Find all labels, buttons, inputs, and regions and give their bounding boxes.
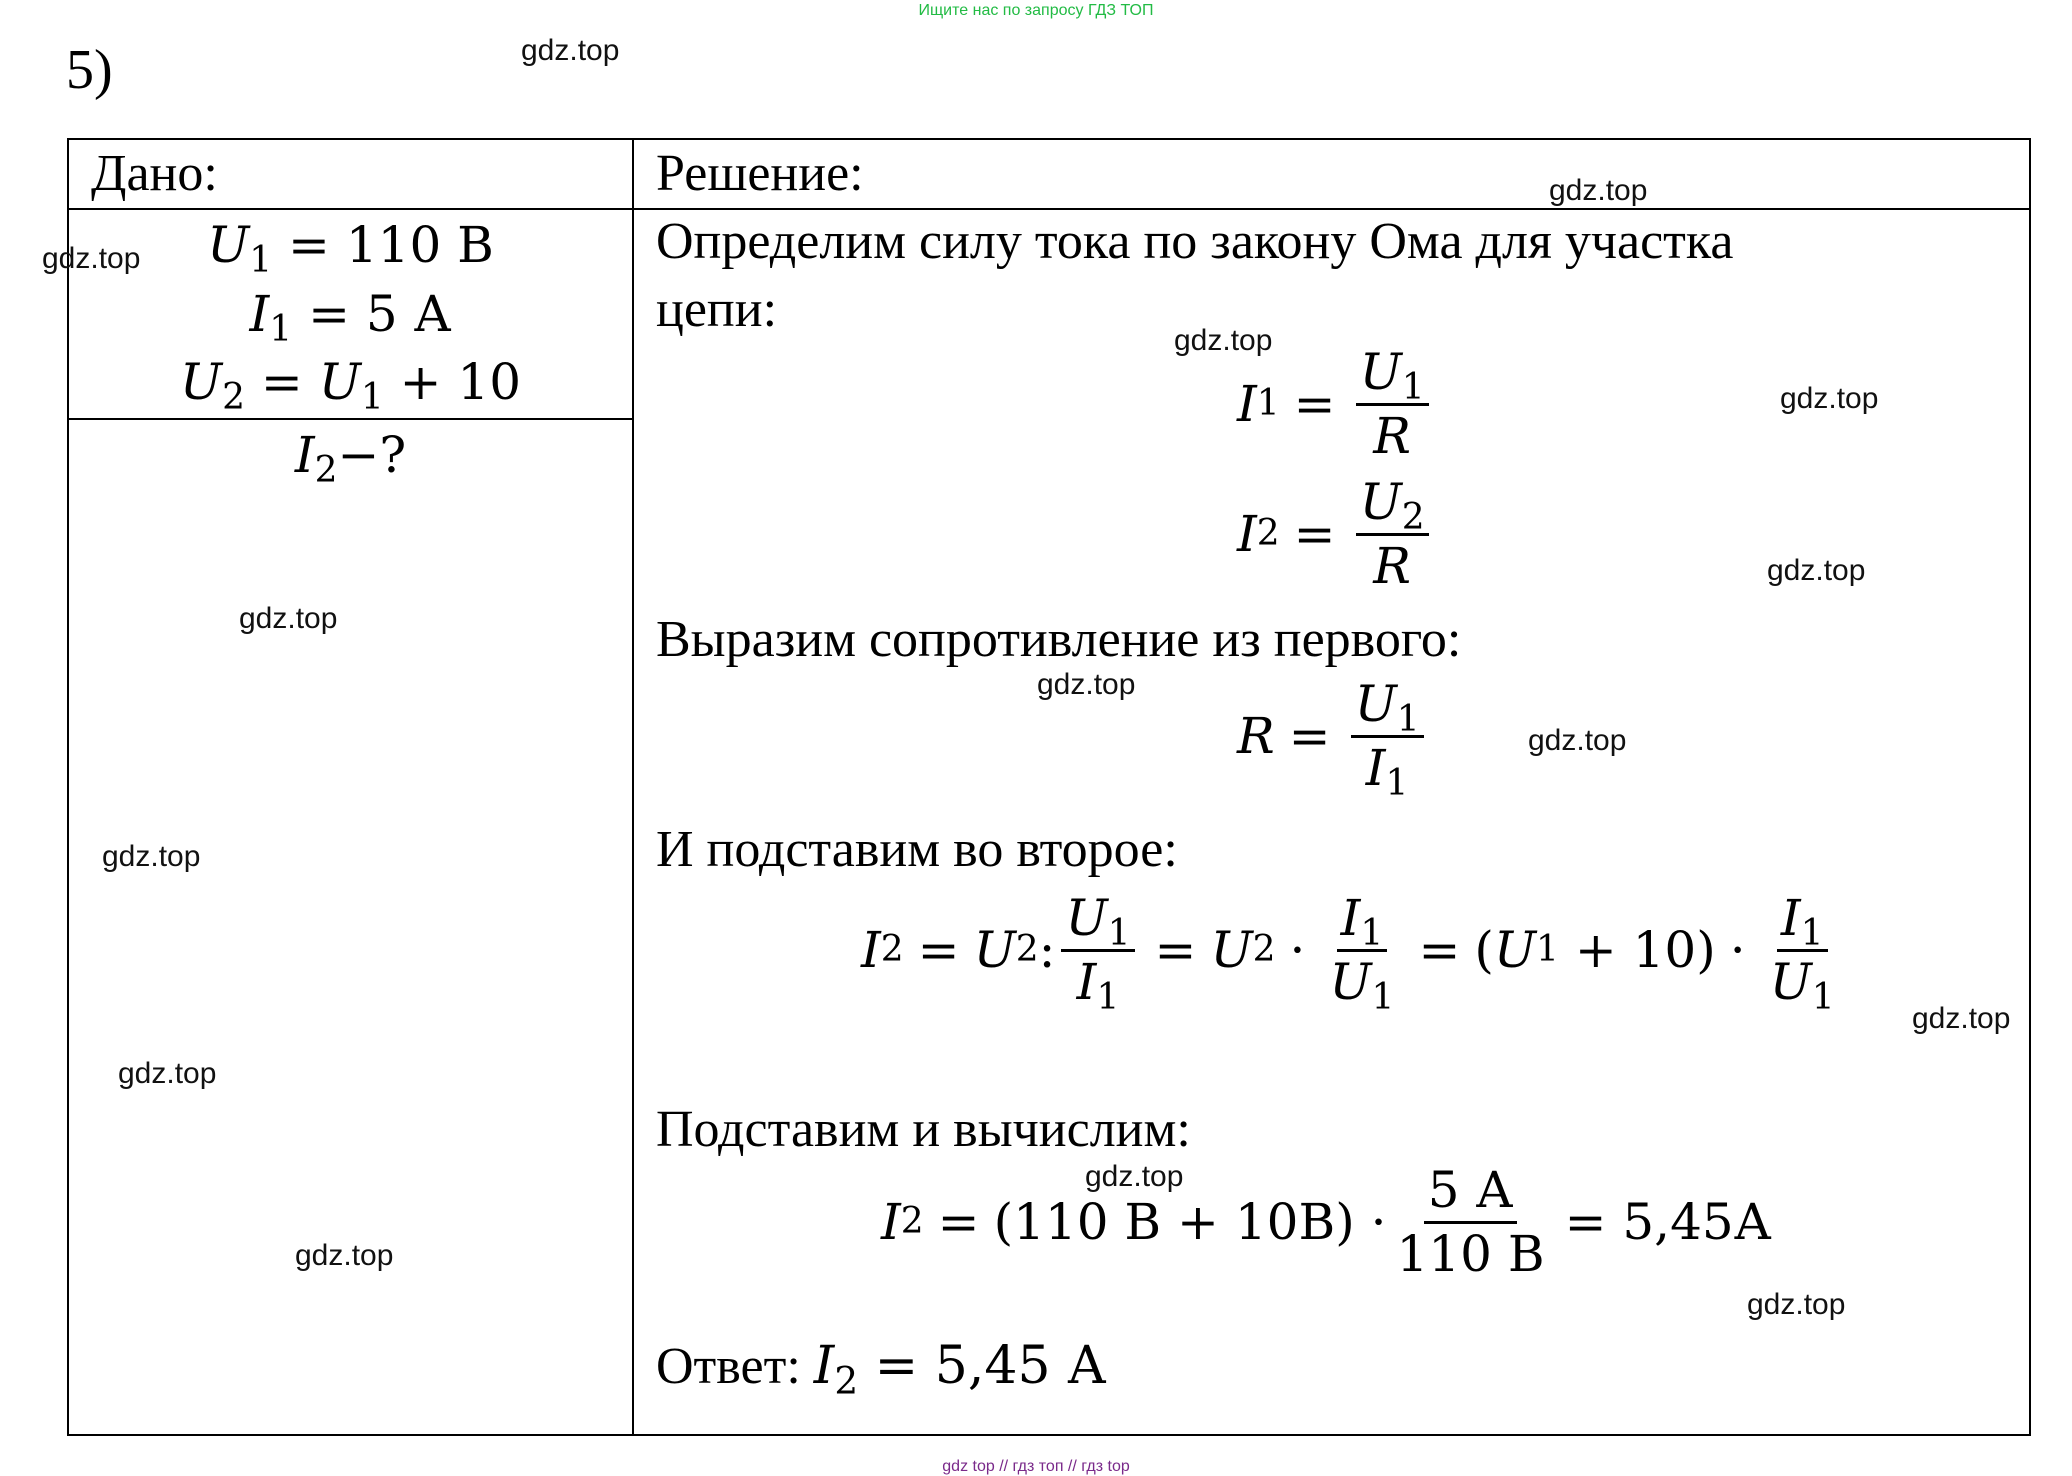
watermark: gdz.top xyxy=(1037,668,1136,701)
formula-i1: I 1 = $\frac{U_1}{R}$ xyxy=(1237,346,1435,462)
solution-line-1: Определим силу тока по закону Ома для участка xyxy=(656,213,1734,270)
equals: = xyxy=(260,353,303,411)
denominator: R xyxy=(1373,536,1411,595)
watermark: gdz.top xyxy=(521,34,620,67)
equals: = xyxy=(917,921,960,979)
answer-label: Ответ: xyxy=(656,1338,801,1395)
equals: = xyxy=(1293,375,1336,433)
equals: = xyxy=(1288,707,1331,765)
formula-calculation: I 2 = (110 В + 10В) · $\frac{5 А}{110 В}$ = 5,45А xyxy=(881,1161,1772,1283)
equals: = xyxy=(1418,921,1461,979)
watermark: gdz.top xyxy=(102,840,201,873)
watermark: gdz.top xyxy=(239,602,338,635)
var-u: U xyxy=(207,216,250,274)
sub: 2 xyxy=(222,377,245,419)
fraction xyxy=(1356,343,1429,465)
watermark: gdz.top xyxy=(1528,724,1627,757)
watermark: gdz.top xyxy=(118,1057,217,1090)
equals: = xyxy=(1293,505,1336,563)
value: + 10 xyxy=(399,353,522,411)
footer-links: gdz top // гдз топ // гдз top xyxy=(942,1458,1130,1475)
given-u1 xyxy=(69,216,632,282)
equals: = xyxy=(1154,921,1197,979)
find-i2 xyxy=(69,426,632,492)
var: I xyxy=(1237,375,1257,433)
watermark: gdz.top xyxy=(1747,1288,1846,1321)
fraction xyxy=(1356,473,1429,595)
denominator: $I_1$ xyxy=(1365,738,1409,804)
watermark: gdz.top xyxy=(1174,324,1273,357)
given-divider xyxy=(69,418,632,420)
var-u: U xyxy=(318,353,361,411)
search-hint-banner: Ищите нас по запросу ГДЗ ТОП xyxy=(918,2,1154,19)
solution-line-2: цепи: xyxy=(656,281,778,338)
var-u: U xyxy=(179,353,223,411)
var: R xyxy=(1237,707,1275,765)
sub: 2 xyxy=(314,450,338,492)
formula-i2: I 2 = $\frac{U_2}{R}$ xyxy=(1237,476,1435,592)
answer-line: Ответ: $I_2 = 5,45$ А xyxy=(656,1336,1107,1403)
task-number: 5) xyxy=(66,39,113,101)
given-u2 xyxy=(69,353,632,419)
column-divider xyxy=(632,140,634,1434)
solution-line-3: Выразим сопротивление из первого: xyxy=(656,611,1462,668)
watermark: gdz.top xyxy=(1085,1160,1184,1193)
watermark: gdz.top xyxy=(1912,1002,2011,1035)
value: = 110 В xyxy=(288,216,494,274)
given-i1 xyxy=(69,285,632,351)
sub: 1 xyxy=(360,377,384,419)
fraction: $\frac{5 А}{110 В}$ xyxy=(1396,1161,1545,1283)
watermark: gdz.top xyxy=(1549,174,1648,207)
header-divider xyxy=(69,208,2029,210)
denominator: R xyxy=(1373,406,1411,465)
numerator: $U_1$ xyxy=(1356,346,1429,406)
solution-line-4: И подставим во второе: xyxy=(656,821,1178,878)
var-i: I xyxy=(294,426,315,484)
formula-r xyxy=(1237,675,1430,804)
numerator: $U_1$ xyxy=(1351,678,1424,738)
given-header: Дано: xyxy=(91,145,218,202)
var: I xyxy=(1237,505,1257,563)
watermark: gdz.top xyxy=(1780,382,1879,415)
fraction: $\frac{U_1}{I_1}$ xyxy=(1061,892,1134,1008)
question: −? xyxy=(337,426,407,484)
fraction: $\frac{I_1}{U_1}$ xyxy=(1329,889,1395,1018)
watermark: gdz.top xyxy=(295,1239,394,1272)
var-i: I xyxy=(249,285,270,343)
fraction: $\frac{I_1}{U_1}$ xyxy=(1769,889,1835,1018)
formula-substitution: I 2 = U 2 : $\frac{U_1}{I_1}$ = U 2 · $\frac{I_1}{U_1}$ = ( U 1 + 10) · $\frac{I_1}{U_1}$ xyxy=(861,892,1845,1008)
solution-line-5: Подставим и вычислим: xyxy=(656,1101,1191,1158)
watermark: gdz.top xyxy=(1767,554,1866,587)
fraction xyxy=(1351,675,1424,804)
value: = 5 А xyxy=(308,285,452,343)
watermark: gdz.top xyxy=(42,242,141,275)
solution-header: Решение: xyxy=(656,145,864,202)
equals: = xyxy=(937,1193,980,1251)
sub: 1 xyxy=(249,240,273,282)
numerator: $U_2$ xyxy=(1356,476,1429,536)
sub: 1 xyxy=(269,309,293,351)
